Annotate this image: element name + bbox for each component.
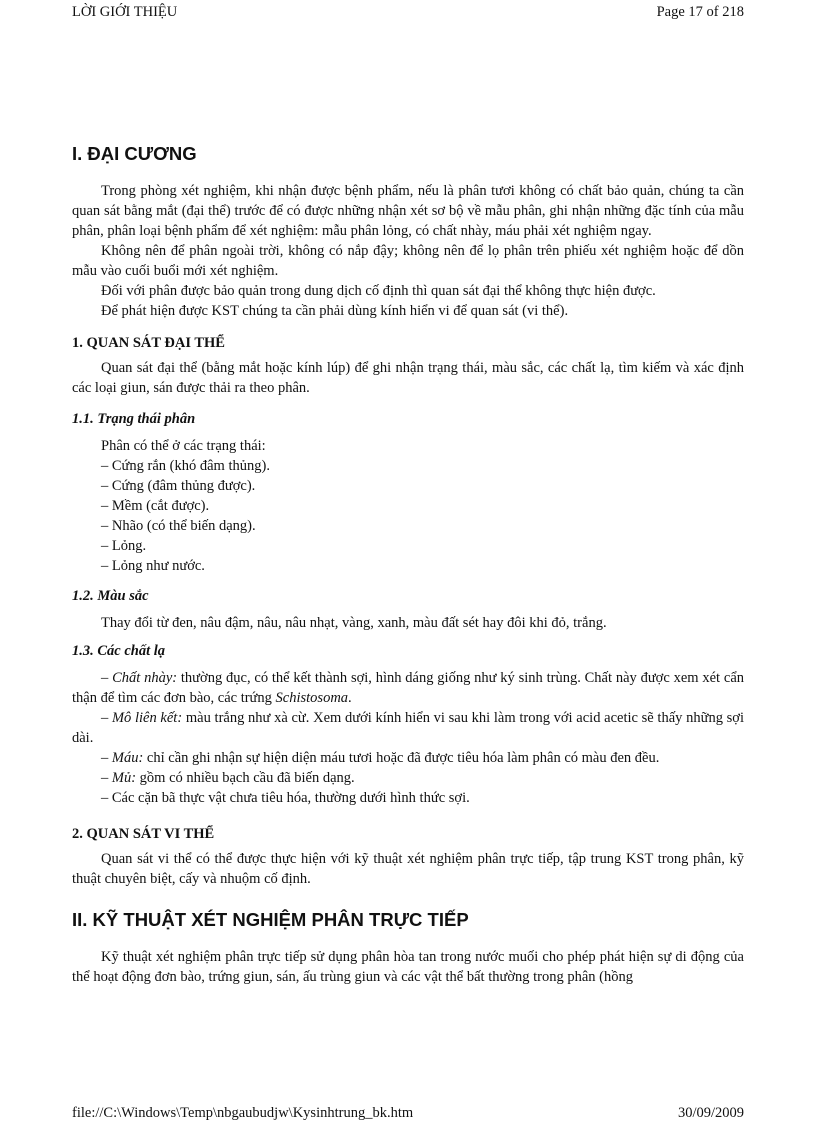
foreign-matter-item: – Chất nhày: thường đục, có thể kết thành sợi, hình dáng giống như ký sinh trùng. Chất này được xem xét cẩn thận để tìm các đơn bào, các trứng Schistosoma.: [72, 670, 745, 706]
term: Mủ:: [111, 770, 137, 786]
foreign-matter-item: – Các cặn bã thực vật chưa tiêu hóa, thường dưới hình thức sợi.: [101, 790, 470, 806]
paragraph: Đối với phân được bảo quản trong dung dịch cố định thì quan sát đại thể không thực hiện được.: [101, 283, 656, 299]
file-path: file://C:\Windows\Temp\nbgaubudjw\Kysinhtrung_bk.htm: [72, 1105, 414, 1121]
list-item: – Cứng rắn (khó đâm thủng).: [101, 458, 270, 474]
foreign-matter-item: – Mủ: gồm có nhiều bạch cầu đã biến dạng.: [101, 770, 355, 786]
term: Mô liên kết:: [111, 710, 183, 726]
paragraph: Thay đổi từ đen, nâu đậm, nâu, nâu nhạt, vàng, xanh, màu đất sét hay đôi khi đỏ, trắng.: [101, 615, 607, 631]
paragraph: Kỹ thuật xét nghiệm phân trực tiếp sử dụng phân hòa tan trong nước muối cho phép phát hiện sự di động của thể hoạt động đơn bào, trứng giun, sán, ấu trùng giun và các vật thể bất thường trong phân (hồng: [72, 949, 744, 985]
subsection-heading: 2. QUAN SÁT VI THỂ: [72, 826, 215, 842]
term: Chất nhày:: [112, 670, 178, 686]
page-footer: [72, 1104, 744, 1122]
list-intro: Phân có thể ở các trạng thái:: [101, 438, 266, 454]
subsubsection-heading: 1.1. Trạng thái phân: [72, 411, 196, 427]
term: Máu:: [111, 750, 144, 766]
header-title: LỜI GIỚI THIỆU: [72, 4, 178, 20]
list-item: – Mềm (cắt được).: [101, 498, 210, 514]
subsubsection-heading: 1.2. Màu sắc: [72, 588, 149, 604]
page-header: [72, 3, 744, 21]
subsubsection-heading: 1.3. Các chất lạ: [72, 643, 166, 659]
list-item: – Cứng (đâm thủng được).: [101, 478, 256, 494]
list-item: – Nhão (có thể biến dạng).: [101, 518, 256, 534]
foreign-matter-item: – Máu: chỉ cần ghi nhận sự hiện diện máu tươi hoặc đã được tiêu hóa làm phân có màu đen đều.: [101, 750, 660, 766]
subsection-heading: 1. QUAN SÁT ĐẠI THỂ: [72, 335, 225, 351]
species-name: Schistosoma: [275, 690, 349, 706]
paragraph: Trong phòng xét nghiệm, khi nhận được bệnh phẩm, nếu là phân tươi không có chất bảo quản, chúng ta cần quan sát bằng mắt (đại thể) trước để có được những nhận xét sơ bộ về mẫu phân, ghi nhận những đặc tính của mẫu phân, phân loại bệnh phẩm để xét nghiệm: mẫu phân lỏng, có chất nhày, máu phải xét nghiệm ngay.: [72, 183, 744, 239]
paragraph: Quan sát vi thể có thể được thực hiện với kỹ thuật xét nghiệm phân trực tiếp, tập trung KST trong phân, kỹ thuật chuyên biệt, cấy và nhuộm cố định.: [72, 851, 744, 887]
section-2-heading: II. KỸ THUẬT XÉT NGHIỆM PHÂN TRỰC TIẾP: [72, 909, 469, 930]
print-date: 30/09/2009: [677, 1105, 744, 1121]
section-1-heading: I. ĐẠI CƯƠNG: [72, 143, 197, 164]
foreign-matter-item: – Mô liên kết: màu trắng như xà cừ. Xem dưới kính hiển vi sau khi làm trong với acid acetic sẽ thấy những sợi dài.: [72, 710, 744, 746]
paragraph: Quan sát đại thể (bằng mắt hoặc kính lúp) để ghi nhận trạng thái, màu sắc, các chất lạ, tìm kiếm và xác định các loại giun, sán được thải ra theo phân.: [72, 360, 744, 396]
document-body: [72, 143, 744, 987]
paragraph: Không nên để phân ngoài trời, không có nắp đậy; không nên để lọ phân trên phiếu xét nghiệm hoặc để dồn mẫu vào cuối buổi mới xét nghiệm.: [72, 243, 744, 279]
page-number: Page 17 of 218: [656, 4, 744, 20]
list-item: – Lỏng như nước.: [101, 558, 205, 574]
paragraph: Để phát hiện được KST chúng ta cần phải dùng kính hiển vi để quan sát (vi thể).: [101, 303, 569, 319]
list-item: – Lỏng.: [101, 538, 147, 554]
